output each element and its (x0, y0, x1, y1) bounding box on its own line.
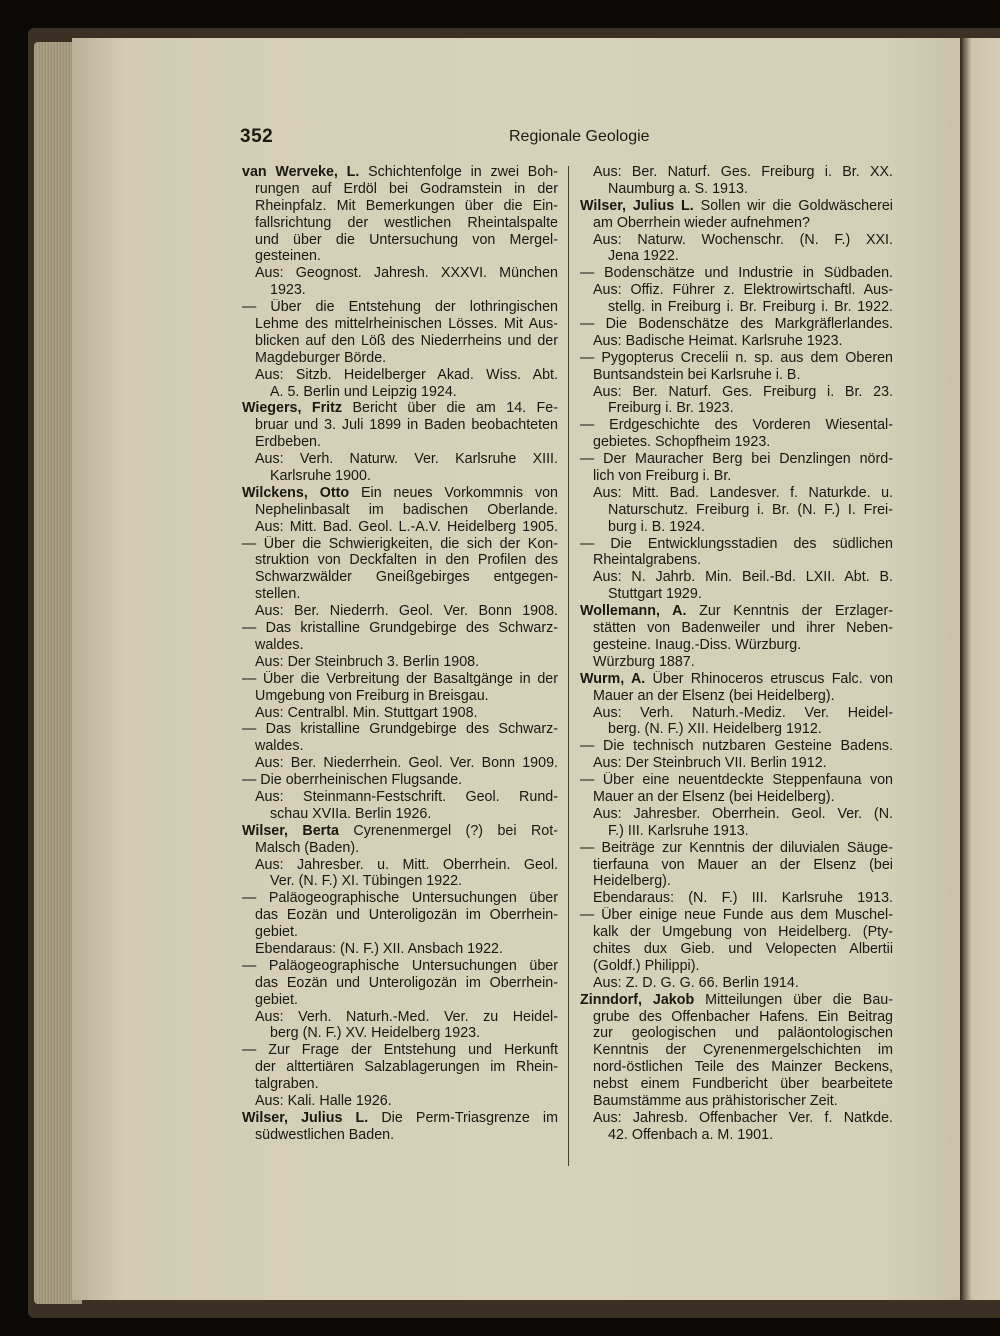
bibliography-line (580, 705, 893, 722)
bibliography-line (242, 468, 558, 485)
entry-text: — Über die Schwierigkeiten, die sich der Kon- (242, 535, 558, 552)
bibliography-line (242, 857, 558, 874)
page-number: 352 (240, 126, 274, 147)
bibliography-line (242, 907, 558, 924)
entry-text: — Bodenschätze und Industrie in Südbaden. (580, 265, 893, 282)
entry-text: Aus: Naturw. Wochenschr. (N. F.) XXI. (593, 231, 893, 248)
bibliography-line (242, 620, 558, 637)
author-name: van Werveke, L. (242, 164, 360, 180)
bibliography-line (580, 1076, 893, 1093)
bibliography-line (242, 248, 558, 265)
entry-text: grube des Offenbacher Hafens. Ein Beitrag (593, 1008, 893, 1025)
entry-text: — Die technisch nutzbaren Gesteine Badens. (580, 738, 893, 755)
entry-text: Schwarzwälder Gneißgebirges entgegen- (255, 569, 558, 586)
bibliography-line (580, 316, 893, 333)
bibliography-line (580, 434, 893, 451)
bibliography-line (580, 400, 893, 417)
bibliography-line (242, 586, 558, 603)
entry-text: chites dux Gieb. und Velopecten Albertii (593, 940, 893, 957)
bibliography-line (242, 519, 558, 536)
bibliography-line (242, 502, 558, 519)
entry-text: Aus: Geognost. Jahresh. XXXVI. München (255, 265, 558, 282)
bibliography-line (242, 1110, 558, 1127)
author-name: Wurm, A. (580, 670, 646, 687)
bibliography-line (242, 215, 558, 232)
bibliography-line (242, 941, 558, 958)
entry-text: Aus: Offiz. Führer z. Elektrowirtschaftl. Aus- (593, 282, 893, 299)
bibliography-line (242, 1042, 558, 1059)
entry-text: A. 5. Berlin und Leipzig 1924. (270, 383, 457, 400)
bibliography-line (580, 840, 893, 857)
entry-text: Ebendaraus: (N. F.) III. Karlsruhe 1913. (593, 890, 893, 907)
entry-text: Aus: Z. D. G. G. 66. Berlin 1914. (593, 974, 799, 991)
bibliography-line (580, 502, 893, 519)
bibliography-line (580, 299, 893, 316)
entry-text: Aus: Centralbl. Min. Stuttgart 1908. (255, 704, 478, 721)
entry-text: Aus: Ber. Niederrh. Geol. Ver. Bonn 1908. (255, 603, 558, 620)
entry-text: Rheintalgrabens. (593, 552, 702, 569)
bibliography-line (580, 671, 893, 688)
entry-text: Aus: Verh. Naturw. Ver. Karlsruhe XIII. (255, 451, 558, 468)
bibliography-line (242, 265, 558, 282)
bibliography-line (242, 181, 558, 198)
entry-text: berg (N. F.) XV. Heidelberg 1923. (270, 1025, 481, 1042)
entry-text: Erdbeben. (255, 434, 321, 451)
entry-text: — Pygopterus Crecelii n. sp. aus dem Oberen (580, 349, 893, 366)
bibliography-line (580, 688, 893, 705)
bibliography-line (242, 1059, 558, 1076)
bibliography-line (580, 417, 893, 434)
entry-text: Baumstämme aus prähistorischer Zeit. (593, 1092, 838, 1109)
bibliography-line (242, 434, 558, 451)
bibliography-line (242, 333, 558, 350)
bibliography-line (242, 569, 558, 586)
bibliography-line (580, 569, 893, 586)
bibliography-line (242, 873, 558, 890)
entry-text: — Paläogeographische Untersuchungen über (242, 890, 558, 907)
entry-text: F.) III. Karlsruhe 1913. (608, 822, 749, 839)
bibliography-line (580, 265, 893, 282)
entry-text: — Über eine neuentdeckte Steppenfauna von (580, 772, 893, 789)
entry-text: stellg. in Freiburg i. Br. Freiburg i. Br. 1922. (608, 299, 893, 316)
bibliography-line (580, 1009, 893, 1026)
author-name: Wilser, Julius L. (242, 1109, 369, 1126)
entry-text: Aus: Der Steinbruch 3. Berlin 1908. (255, 653, 480, 670)
bibliography-line (242, 789, 558, 806)
entry-text: Aus: Ber. Niederrhein. Geol. Ver. Bonn 1909. (255, 755, 558, 772)
bibliography-line (242, 1127, 558, 1144)
entry-text: Jena 1922. (608, 248, 679, 265)
entry-text: 1923. (270, 282, 306, 299)
bibliography-line (242, 958, 558, 975)
bibliography-line (242, 721, 558, 738)
entry-text: Sollen wir die Goldwäscherei (693, 197, 893, 214)
bibliography-line (242, 552, 558, 569)
page-title: Regionale Geologie (509, 128, 650, 145)
bibliography-line (580, 620, 893, 637)
entry-text: Magdeburger Börde. (255, 349, 387, 366)
entry-text: gesteinen. (255, 248, 321, 265)
bibliography-line (242, 1093, 558, 1110)
entry-text: und über die Untersuchung von Mergel- (255, 231, 558, 248)
running-head (240, 126, 893, 156)
bibliography-line (580, 451, 893, 468)
entry-text: am Oberrhein wieder aufnehmen? (593, 214, 810, 231)
bibliography-line (242, 992, 558, 1009)
entry-text: — Das kristalline Grundgebirge des Schwarz- (242, 721, 558, 738)
bibliography-line (242, 536, 558, 553)
entry-text: gebiet. (255, 924, 298, 941)
bibliography-line (580, 248, 893, 265)
author-name: Wiegers, Fritz (242, 400, 343, 417)
entry-text: kalk der Umgebung von Heidelberg. (Pty- (593, 924, 893, 941)
bibliography-line (580, 992, 893, 1009)
facing-page-edge (962, 38, 1000, 1300)
entry-text: Cyrenenmergel (?) bei Rot- (338, 822, 558, 839)
author-name: Wilser, Julius L. (580, 197, 694, 214)
entry-text: — Über die Entstehung der lothringischen (242, 299, 558, 316)
entry-text: — Das kristalline Grundgebirge des Schwarz- (242, 620, 558, 637)
bibliography-line (242, 232, 558, 249)
entry-text: lich von Freiburg i. Br. (593, 468, 732, 485)
bibliography-line (242, 637, 558, 654)
entry-text: stellen. (255, 586, 301, 603)
entry-text: burg i. B. 1924. (608, 518, 705, 535)
bibliography-line (580, 738, 893, 755)
entry-text: — Die Bodenschätze des Markgräflerlandes. (580, 316, 893, 333)
entry-text: rungen auf Erdöl bei Godramstein in der (255, 180, 558, 197)
entry-text: — Die Entwicklungsstadien des südlichen (580, 535, 893, 552)
bibliography-line (580, 975, 893, 992)
entry-text: Aus: Der Steinbruch VII. Berlin 1912. (593, 755, 827, 772)
author-name: Zinndorf, Jakob (580, 991, 695, 1008)
entry-text: (Goldf.) Philippi). (593, 957, 700, 974)
bibliography-line (242, 164, 558, 181)
entry-text: Heidelberg). (593, 873, 671, 890)
bibliography-line (580, 350, 893, 367)
entry-text: Aus: Ber. Naturf. Ges. Freiburg i. Br. XX. (593, 164, 893, 180)
entry-text: Aus: Verh. Naturh.-Mediz. Ver. Heidel- (593, 704, 893, 721)
bibliography-line (242, 299, 558, 316)
bibliography-line (580, 772, 893, 789)
bibliography-line (242, 671, 558, 688)
entry-text: stätten von Badenweiler und ihrer Neben- (593, 620, 893, 637)
bibliography-line (242, 350, 558, 367)
bibliography-line (242, 316, 558, 333)
entry-text: Aus: Jahresber. Oberrhein. Geol. Ver. (N. (593, 805, 893, 822)
entry-text: nord-östlichen Teile des Mainzer Beckens, (593, 1059, 893, 1076)
bibliography-line (242, 924, 558, 941)
entry-text: Aus: Badische Heimat. Karlsruhe 1923. (593, 332, 843, 349)
entry-text: — Über einige neue Funde aus dem Muschel- (580, 907, 893, 924)
bibliography-line (242, 1076, 558, 1093)
bibliography-line (242, 485, 558, 502)
entry-text: Die Perm-Triasgrenze im (368, 1109, 558, 1126)
bibliography-line (580, 755, 893, 772)
entry-text: berg. (N. F.) XII. Heidelberg 1912. (608, 721, 822, 738)
bibliography-line (580, 1127, 893, 1144)
bibliography-line (580, 468, 893, 485)
bibliography-line (580, 958, 893, 975)
bibliography-line (580, 1093, 893, 1110)
bibliography-line (242, 417, 558, 434)
entry-text: Aus: Mitt. Bad. Landesver. f. Naturkde. u. (593, 484, 893, 501)
bibliography-line (242, 384, 558, 401)
entry-text: Lehme des mittelrheinischen Lösses. Mit Aus- (255, 316, 558, 333)
entry-text: Bericht über die am 14. Fe- (342, 400, 558, 417)
entry-text: blicken auf den Löß des Niederrheins und der (255, 332, 558, 349)
entry-text: talgraben. (255, 1076, 319, 1093)
entry-text: gesteine. Inaug.-Diss. Würzburg. (593, 636, 802, 653)
entry-text: Aus: Kali. Halle 1926. (255, 1092, 392, 1109)
entry-text: Naturschutz. Freiburg i. Br. (N. F.) I. Frei- (608, 501, 893, 518)
entry-text: zur geologischen und paläontologischen (593, 1025, 893, 1042)
bibliography-line (580, 603, 893, 620)
bibliography-line (242, 603, 558, 620)
entry-text: Stuttgart 1929. (608, 586, 702, 603)
entry-text: — Beiträge zur Kenntnis der diluvialen Säuge- (580, 839, 893, 856)
entry-text: Karlsruhe 1900. (270, 468, 371, 485)
bibliography-line (242, 1025, 558, 1042)
entry-text: gebiet. (255, 991, 298, 1008)
entry-text: bruar und 3. Juli 1899 in Baden beobachteten (255, 417, 558, 434)
bibliography-line (242, 367, 558, 384)
entry-text: waldes. (255, 738, 304, 755)
bibliography-line (242, 654, 558, 671)
bibliography-line (580, 181, 893, 198)
bibliography-line (580, 1042, 893, 1059)
bibliography-line (242, 823, 558, 840)
entry-text: Aus: Jahresb. Offenbacher Ver. f. Natkde. (593, 1109, 893, 1126)
entry-text: Naumburg a. S. 1913. (608, 180, 748, 197)
bibliography-line (580, 519, 893, 536)
bibliography-line (580, 941, 893, 958)
bibliography-line (242, 772, 558, 789)
entry-text: Rheinpfalz. Mit Bemerkungen über die Ein- (255, 197, 558, 214)
bibliography-line (242, 840, 558, 857)
entry-text: nebst einem Fundbericht über bearbeitete (593, 1076, 893, 1093)
entry-text: Aus: Sitzb. Heidelberger Akad. Wiss. Abt. (255, 366, 558, 383)
bibliography-line (580, 890, 893, 907)
entry-text: 42. Offenbach a. M. 1901. (608, 1126, 774, 1143)
entry-text: südwestlichen Baden. (255, 1126, 395, 1143)
bibliography-line (242, 688, 558, 705)
bibliography-line (580, 282, 893, 299)
left-column (242, 164, 558, 1144)
bibliography-line (580, 1025, 893, 1042)
bibliography-line (580, 198, 893, 215)
bibliography-line (580, 1059, 893, 1076)
bibliography-line (580, 789, 893, 806)
author-name: Wilser, Berta (242, 822, 339, 839)
entry-text: Mitteilungen über die Bau- (694, 991, 893, 1008)
entry-text: Ein neues Vorkommnis von (349, 484, 558, 501)
entry-text: Mauer an der Elsenz (bei Heidelberg). (593, 788, 835, 805)
bibliography-line (580, 721, 893, 738)
entry-text: Aus: Ber. Naturf. Ges. Freiburg i. Br. 23. (593, 383, 893, 400)
entry-text: — Zur Frage der Entstehung und Herkunft (242, 1042, 558, 1059)
entry-text: Aus: Jahresber. u. Mitt. Oberrhein. Geol. (255, 856, 558, 873)
bibliography-line (580, 232, 893, 249)
entry-text: Aus: Steinmann-Festschrift. Geol. Rund- (255, 788, 558, 805)
entry-text: — Der Mauracher Berg bei Denzlingen nörd- (580, 451, 893, 468)
bibliography-line (242, 806, 558, 823)
entry-text: Freiburg i. Br. 1923. (608, 400, 734, 417)
entry-text: schau XVIIa. Berlin 1926. (270, 805, 432, 822)
entry-text: Aus: Mitt. Bad. Geol. L.-A.V. Heidelberg 1905. (255, 518, 558, 535)
entry-text: Buntsandstein bei Karlsruhe i. B. (593, 366, 801, 383)
column-divider (568, 166, 569, 1166)
entry-text: Aus: N. Jahrb. Min. Beil.-Bd. LXII. Abt. B. (593, 569, 893, 586)
entry-text: gebietes. Schopfheim 1923. (593, 434, 771, 451)
bibliography-line (580, 1110, 893, 1127)
bibliography-line (580, 857, 893, 874)
bibliography-line (242, 198, 558, 215)
entry-text: Umgebung von Freiburg in Breisgau. (255, 687, 489, 704)
bibliography-line (242, 282, 558, 299)
bibliography-line (242, 1009, 558, 1026)
entry-text: Kenntnis der Cyrenenmergelschichten im (593, 1042, 893, 1059)
bibliography-line (242, 738, 558, 755)
bibliography-line (580, 333, 893, 350)
entry-text: das Eozän und Unteroligozän im Oberrhein- (255, 907, 558, 924)
entry-text: fallsrichtung der westlichen Rheintalspalte (255, 214, 558, 231)
bibliography-line (580, 536, 893, 553)
entry-text: der alttertiären Salzablagerungen im Rhein- (255, 1059, 558, 1076)
bibliography-line (580, 164, 893, 181)
bibliography-line (580, 637, 893, 654)
entry-text: Ebendaraus: (N. F.) XII. Ansbach 1922. (255, 940, 503, 957)
bibliography-line (580, 823, 893, 840)
author-name: Wollemann, A. (580, 603, 687, 620)
bibliography-line (242, 400, 558, 417)
entry-text: Mauer an der Elsenz (bei Heidelberg). (593, 687, 835, 704)
bibliography-line (242, 975, 558, 992)
bibliography-line (580, 806, 893, 823)
entry-text: struktion von Deckfalten in den Profilen des (255, 552, 558, 569)
bibliography-line (580, 384, 893, 401)
bibliography-line (242, 451, 558, 468)
entry-text: Über Rhinoceros etruscus Falc. von (645, 670, 893, 687)
entry-text: das Eozän und Unteroligozän im Oberrhein- (255, 974, 558, 991)
bibliography-line (242, 890, 558, 907)
bibliography-line (580, 367, 893, 384)
right-column (580, 164, 893, 1144)
entry-text: Malsch (Baden). (255, 839, 360, 856)
bibliography-line (580, 654, 893, 671)
entry-text: Würzburg 1887. (593, 653, 695, 670)
author-name: Wilckens, Otto (242, 484, 350, 501)
entry-text: Nephelinbasalt im badischen Oberlande. (255, 501, 558, 518)
bibliography-line (242, 755, 558, 772)
bibliography-line (580, 924, 893, 941)
entry-text: — Über die Verbreitung der Basaltgänge in der (242, 670, 558, 687)
bibliography-line (242, 705, 558, 722)
entry-text: — Erdgeschichte des Vorderen Wiesental- (580, 417, 893, 434)
bibliography-line (580, 215, 893, 232)
bibliography-line (580, 586, 893, 603)
entry-text: Ver. (N. F.) XI. Tübingen 1922. (270, 873, 463, 890)
bibliography-line (580, 873, 893, 890)
entry-text: tierfauna von Mauer an der Elsenz (bei (593, 856, 893, 873)
entry-text: Zur Kenntnis der Erzlager- (686, 603, 893, 620)
entry-text: Schichtenfolge in zwei Boh- (359, 164, 558, 180)
bibliography-line (580, 552, 893, 569)
entry-text: waldes. (255, 636, 304, 653)
bibliography-line (580, 485, 893, 502)
entry-text: — Die oberrheinischen Flugsande. (242, 772, 463, 789)
entry-text: — Paläogeographische Untersuchungen über (242, 957, 558, 974)
entry-text: Aus: Verh. Naturh.-Med. Ver. zu Heidel- (255, 1008, 558, 1025)
bibliography-line (580, 907, 893, 924)
